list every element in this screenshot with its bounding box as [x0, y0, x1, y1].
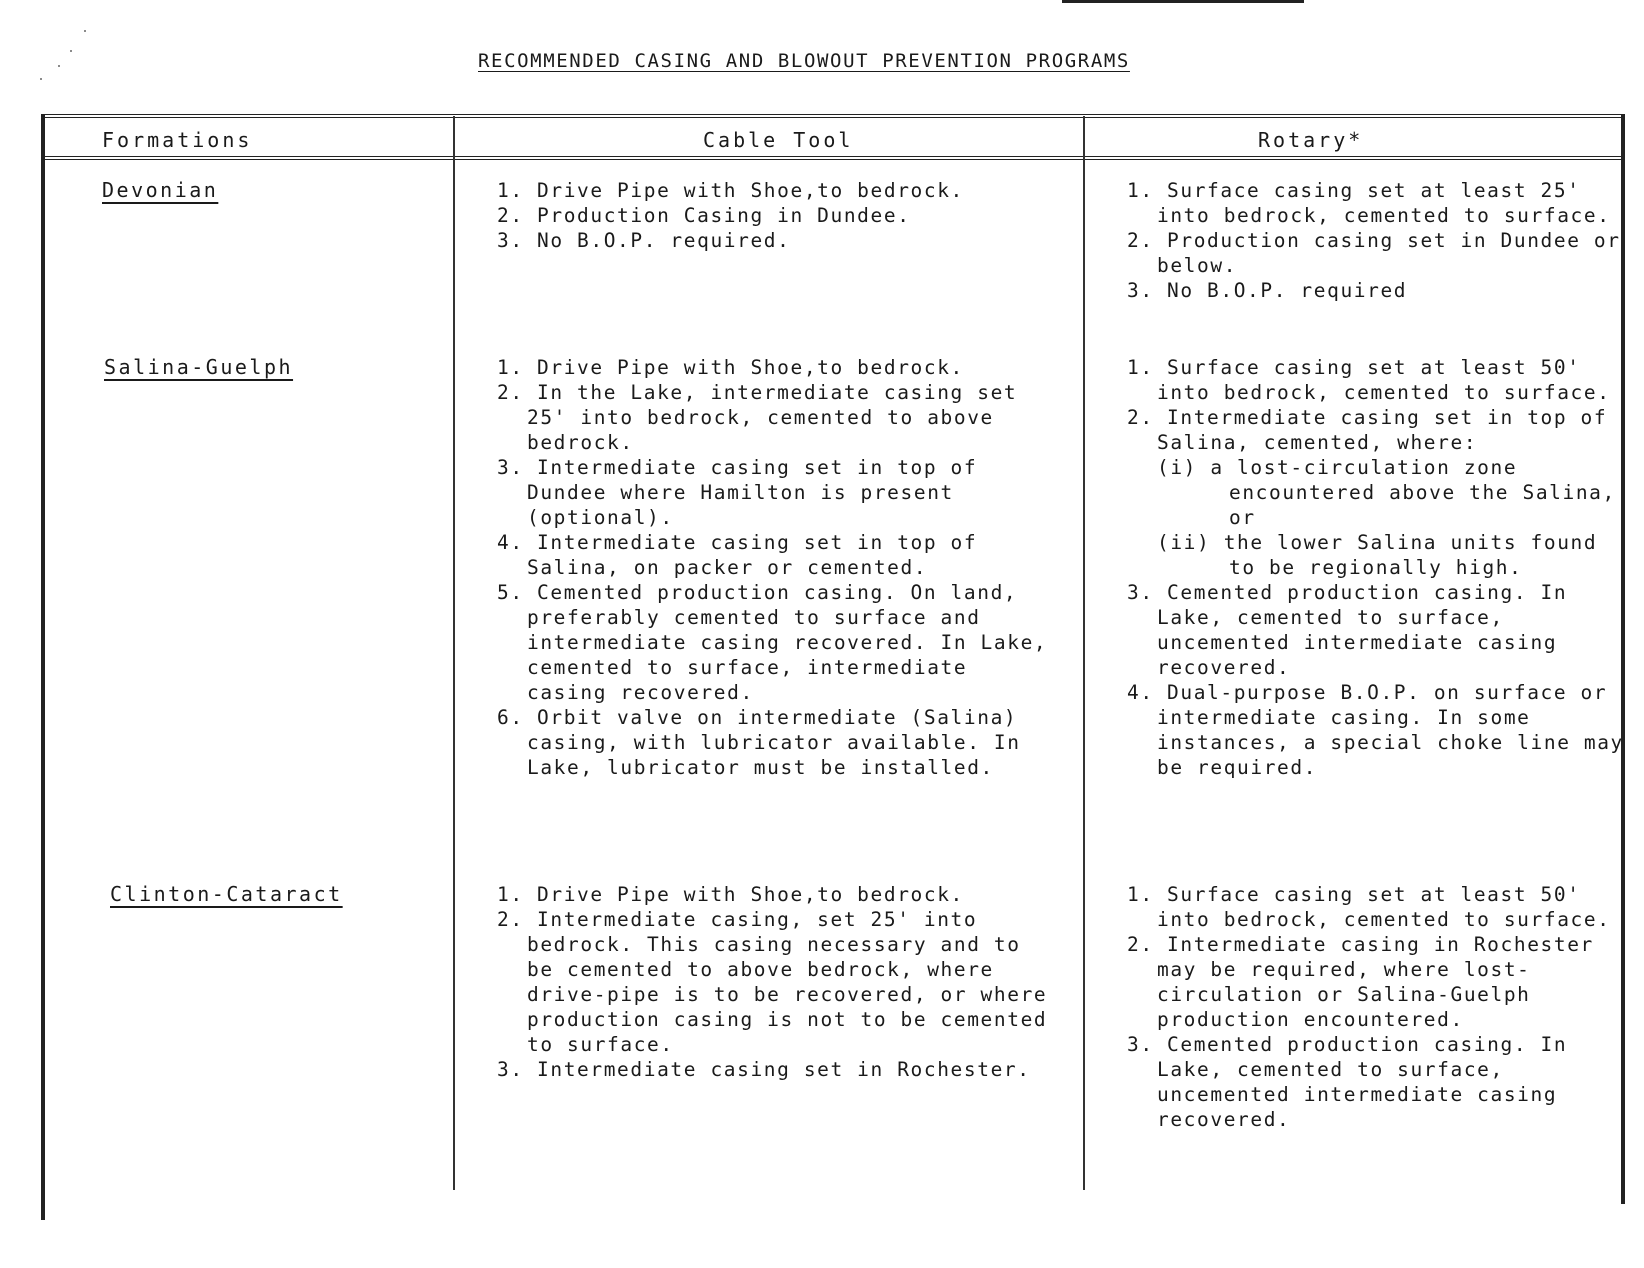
- table-top-border: [41, 114, 1625, 118]
- column-header-formations: Formations: [102, 128, 253, 152]
- list-item: 4. Dual-purpose B.O.P. on surface or intermediate casing. In some instances, a special choke line may be required.: [1127, 681, 1624, 779]
- column-divider-1: [453, 116, 455, 1190]
- scan-speck: [58, 65, 60, 67]
- list-subitem: (ii) the lower Salina units found to be regionally high.: [1157, 531, 1598, 579]
- salina-guelph-rotary-list: [1127, 355, 1627, 780]
- devonian-cable-tool-list: [497, 178, 1057, 253]
- list-subitem: (i) a lost-circulation zone encountered above the Salina, or: [1157, 456, 1616, 529]
- salina-guelph-cable-tool-list: [497, 355, 1057, 780]
- table-left-border: [41, 114, 45, 1220]
- devonian-rotary-list: [1127, 178, 1627, 303]
- list-item: 1. Drive Pipe with Shoe,to bedrock.: [497, 179, 964, 202]
- list-item: 5. Cemented production casing. On land, preferably cemented to surface and intermediate casing recovered. In Lake, cemented to surface, intermediate casing recovered.: [497, 581, 1048, 704]
- clinton-cataract-rotary-list: [1127, 882, 1627, 1132]
- scan-speck: [84, 30, 86, 32]
- list-item: 2. Production Casing in Dundee.: [497, 204, 911, 227]
- list-item: 1. Surface casing set at least 25' into bedrock, cemented to surface.: [1127, 179, 1611, 227]
- column-header-cable-tool: Cable Tool: [703, 128, 854, 152]
- formation-devonian: Devonian: [102, 178, 219, 202]
- formation-salina-guelph: Salina-Guelph: [104, 355, 294, 379]
- scan-speck: [40, 78, 42, 80]
- list-item: 4. Intermediate casing set in top of Salina, on packer or cemented.: [497, 531, 978, 579]
- formation-clinton-cataract: Clinton-Cataract: [110, 882, 343, 906]
- list-item: 1. Surface casing set at least 50' into bedrock, cemented to surface.: [1127, 356, 1611, 404]
- list-item: 3. Intermediate casing set in Rochester.: [497, 1058, 1031, 1081]
- scan-speck: [70, 50, 72, 52]
- top-edge-rule: [1062, 0, 1304, 3]
- list-item: 2. Intermediate casing in Rochester may be required, where lost-circulation or Salina-Guelph production encountered.: [1127, 933, 1594, 1031]
- list-item: 3. No B.O.P. required: [1127, 279, 1408, 302]
- column-divider-2: [1083, 116, 1085, 1190]
- list-item: 3. Cemented production casing. In Lake, cemented to surface, uncemented intermediate casing recovered.: [1127, 1033, 1568, 1131]
- list-item: 1. Drive Pipe with Shoe,to bedrock.: [497, 356, 964, 379]
- clinton-cataract-cable-tool-list: [497, 882, 1057, 1082]
- column-header-rotary: Rotary*: [1258, 128, 1364, 152]
- list-item: 2. In the Lake, intermediate casing set 25' into bedrock, cemented to above bedrock.: [497, 381, 1018, 454]
- list-item: 6. Orbit valve on intermediate (Salina) casing, with lubricator available. In Lake, lubricator must be installed.: [497, 706, 1021, 779]
- list-item: 3. Intermediate casing set in top of Dundee where Hamilton is present (optional).: [497, 456, 978, 529]
- list-item: 3. Cemented production casing. In Lake, cemented to surface, uncemented intermediate casing recovered.: [1127, 581, 1568, 679]
- list-item: 2. Intermediate casing set in top of Salina, cemented, where:: [1127, 406, 1608, 454]
- page-title: RECOMMENDED CASING AND BLOWOUT PREVENTION PROGRAMS: [478, 50, 1130, 72]
- list-item: 2. Production casing set in Dundee or below.: [1127, 229, 1621, 277]
- header-divider: [41, 156, 1625, 160]
- list-item: 1. Surface casing set at least 50' into bedrock, cemented to surface.: [1127, 883, 1611, 931]
- list-item: 3. No B.O.P. required.: [497, 229, 791, 252]
- list-item: 2. Intermediate casing, set 25' into bedrock. This casing necessary and to be cemented to above bedrock, where drive-pipe is to be recovered, or where production casing is not to be cemented to surface.: [497, 908, 1048, 1056]
- list-item: 1. Drive Pipe with Shoe,to bedrock.: [497, 883, 964, 906]
